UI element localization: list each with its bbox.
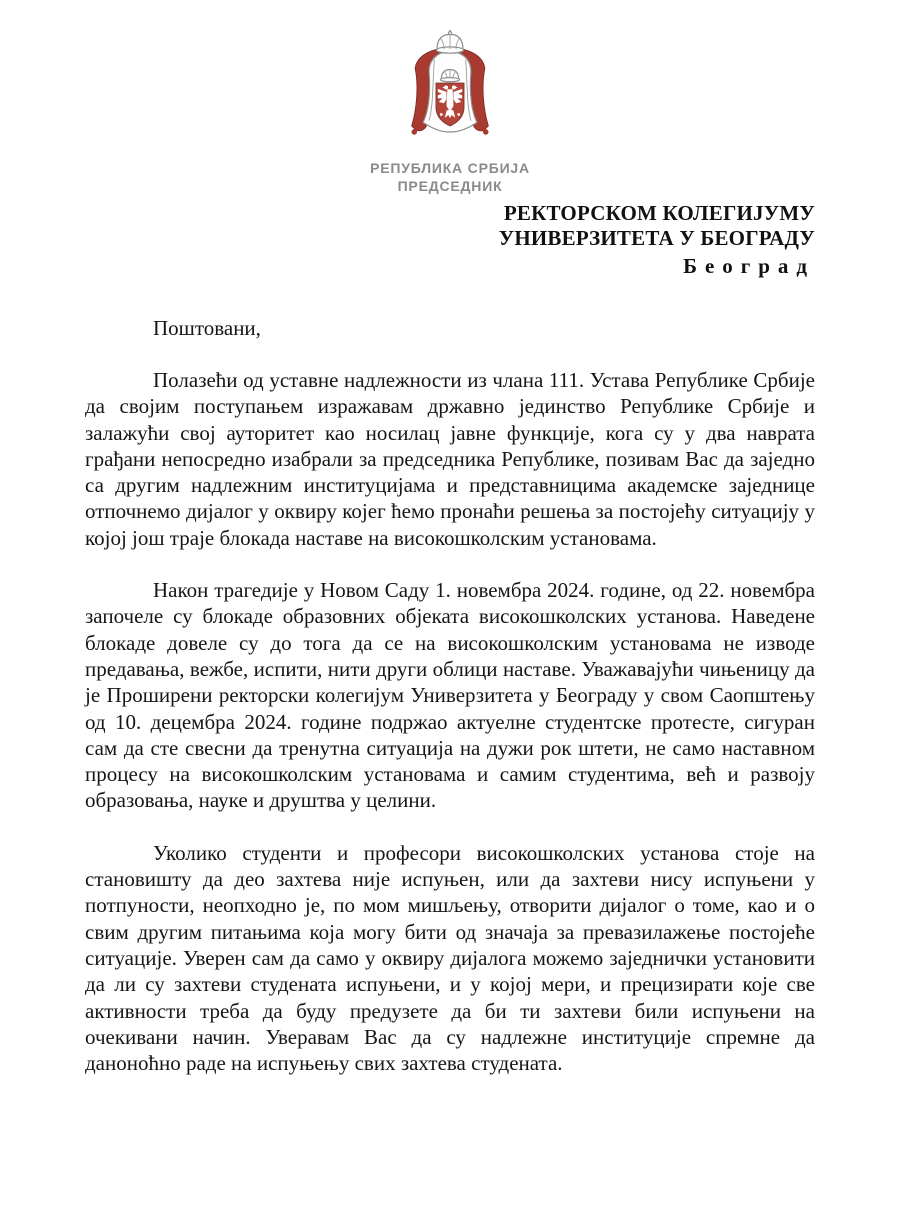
letterhead-republic-line: РЕПУБЛИКА СРБИЈА [370,160,530,176]
salutation: Поштовани, [153,315,261,340]
recipient-block [85,201,815,278]
recipient-line-2: УНИВЕРЗИТЕТА У БЕОГРАДУ [498,226,815,251]
recipient-city: Београд [683,253,815,278]
coat-of-arms [0,0,900,157]
letterhead-president-line: ПРЕДСЕДНИК [397,178,503,195]
serbia-coat-of-arms-icon [394,30,506,152]
letterhead [0,159,900,195]
recipient-line-1: РЕКТОРСКОМ КОЛЕГИЈУМУ [503,201,815,226]
letter-body [85,315,815,1077]
paragraph-1: Полазећи од уставне надлежности из члана 111. Устава Републике Србије да својим поступањем изражавам државно јединство Републике Србије и залажући свој ауторитет као носилац јавне функције, кога су у два наврата грађани непосредно изабрали за председника Републике, позивам Вас да заједно са другим надлежним институцијама и представницима академске заједнице отпочнемо дијалог у оквиру којег ћемо пронаћи решења за постојећу ситуацију у којој још траје блокада наставе на високошколским установама. [85,367,815,550]
paragraph-3: Уколико студенти и професори високошколских установа стоје на становишту да део захтева није испуњен, или да захтеви нису испуњени у потпуности, неопходно је, по мом мишљењу, отворити дијалог о томе, као и о свим другим питањима која могу бити од значаја за превазилажење постојеће ситуације. Уверен сам да само у оквиру дијалога можемо заједнички установити да ли су захтеви студената испуњени, и у којој мери, и прецизирати које све активности треба да буду предузете да би ти захтеви били испуњени на очекивани начин. Уверавам Вас да су надлежне институције спремне да даноноћно раде на испуњењу свих захтева студената. [85,840,815,1076]
paragraph-2: Након трагедије у Новом Саду 1. новембра 2024. године, од 22. новембра започеле су блокаде образовних објеката високошколских установа. Наведене блокаде довеле су до тога да се на високошколским установама не изводе предавања, вежбе, испити, нити други облици наставе. Уважавајући чињеницу да је Проширени ректорски колегијум Универзитета у Београду у свом Саопштењу од 10. децембра 2024. године подржао актуелне студентске протесте, сигуран сам да сте свесни да тренутна ситуација на дужи рок штети, не само наставном процесу на високошколским установама и самим студентима, већ и развоју образовања, науке и друштва у целини. [85,578,815,813]
